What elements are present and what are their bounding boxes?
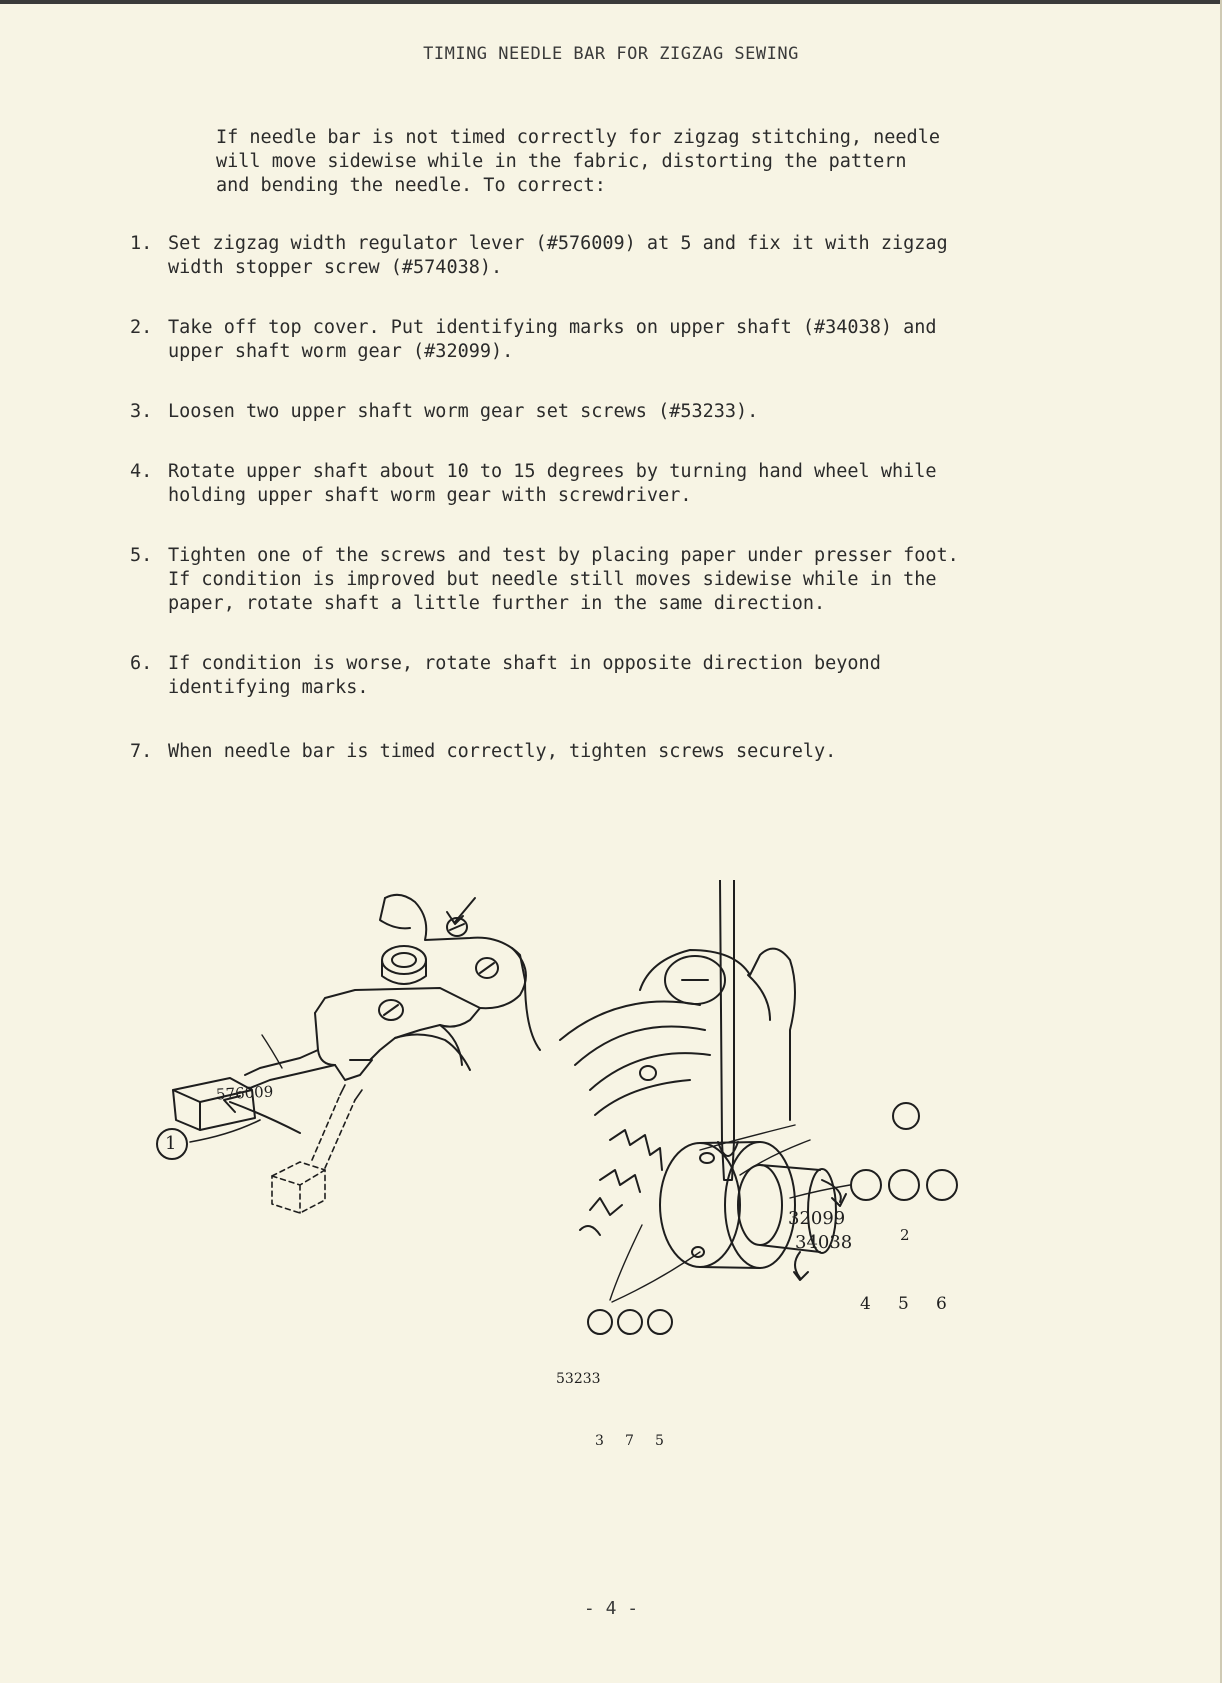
step-number: 6. — [130, 653, 153, 674]
worm-gear-drawing — [560, 880, 957, 1334]
page-number: - 4 - — [583, 1598, 639, 1619]
intro-paragraph: If needle bar is not timed correctly for zigzag stitching, needle will move sidewise while in the fabric, distorting the pattern and bending the needle. To correct: — [216, 127, 940, 196]
mechanism-illustration — [0, 880, 1222, 1449]
step-number: 1. — [130, 233, 153, 254]
step-number: 2. — [130, 317, 153, 338]
regulator-lever-drawing — [157, 895, 540, 1213]
step-number: 3. — [130, 401, 153, 422]
step-number: 5. — [130, 545, 153, 566]
step-text: Tighten one of the screws and test by placing paper under presser foot. If condition is improved but needle still moves sidewise while in the paper, rotate shaft a little further in the same direction. — [168, 545, 959, 614]
callout-7-label: 7 — [625, 1433, 634, 1449]
step-number: 4. — [130, 461, 153, 482]
step-item — [130, 652, 1130, 700]
step-text: Rotate upper shaft about 10 to 15 degrees by turning hand wheel while holding upper shaft worm gear with screwdriver. — [168, 461, 937, 506]
step-item — [130, 740, 1130, 764]
step-item — [130, 544, 1130, 616]
shaft-part-label: 34038 — [795, 1232, 853, 1253]
illustration-drawing — [0, 880, 1222, 1440]
step-item — [130, 460, 1130, 508]
lever-part-label: 576009 — [215, 1082, 274, 1104]
screw-part-label: 53233 — [556, 1371, 601, 1387]
step-text: Loosen two upper shaft worm gear set screws (#53233). — [168, 401, 759, 422]
callout-4-label: 4 — [860, 1294, 871, 1314]
step-text: If condition is worse, rotate shaft in opposite direction beyond identifying marks. — [168, 653, 881, 698]
page-title: TIMING NEEDLE BAR FOR ZIGZAG SEWING — [423, 44, 799, 64]
step-text: When needle bar is timed correctly, tighten screws securely. — [168, 741, 837, 762]
callout-5-label: 5 — [898, 1294, 909, 1314]
callout-2-label: 2 — [900, 1226, 910, 1244]
gear-part-label: 32099 — [788, 1208, 846, 1229]
step-item — [130, 316, 1130, 364]
callout-5b-label: 5 — [655, 1433, 664, 1449]
step-item — [130, 232, 1130, 280]
callout-6-label: 6 — [936, 1294, 947, 1314]
step-text: Set zigzag width regulator lever (#576009) at 5 and fix it with zigzag width stopper screw (#574038). — [168, 233, 948, 278]
step-item — [130, 400, 1130, 424]
step-text: Take off top cover. Put identifying marks on upper shaft (#34038) and upper shaft worm gear (#32099). — [168, 317, 937, 362]
page-top-edge — [0, 0, 1222, 4]
step-number: 7. — [130, 741, 153, 762]
callout-1-label: 1 — [165, 1133, 177, 1154]
callout-3-label: 3 — [595, 1433, 604, 1449]
